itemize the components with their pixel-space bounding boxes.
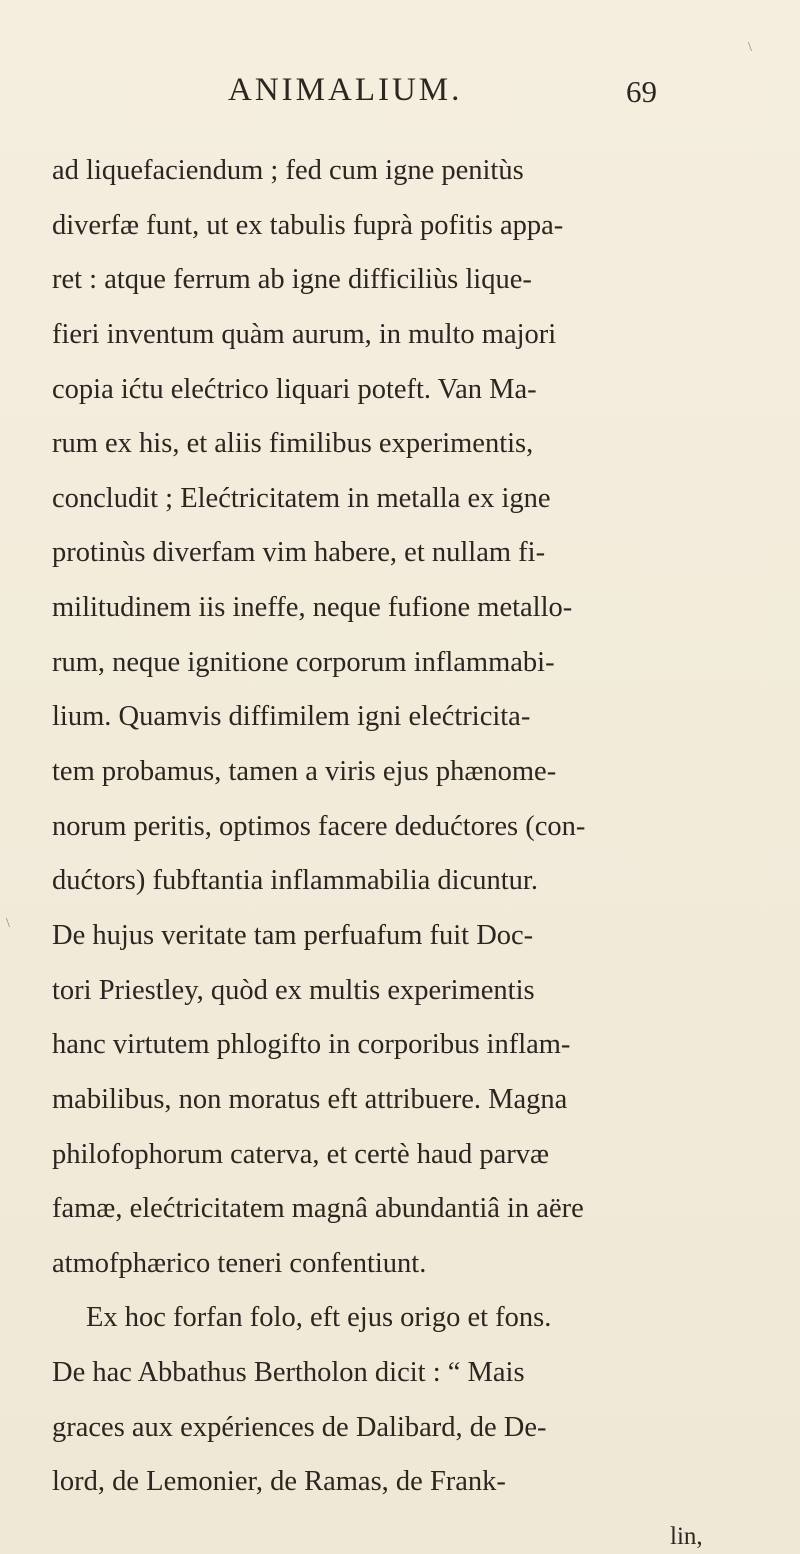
text-line: copia ićtu elećtrico liquari poteft. Van Ma- [52, 373, 537, 405]
text-line: protinùs diverfam vim habere, et nullam fi- [52, 537, 546, 569]
text-line: philofophorum caterva, et certè haud parvæ [52, 1138, 549, 1170]
text-line: tem probamus, tamen a viris ejus phænome- [52, 756, 557, 788]
page-number: 69 [626, 74, 657, 109]
text-line: rum ex his, et aliis fimilibus experimentis, [52, 428, 534, 460]
catchword: lin, [670, 1523, 703, 1550]
text-line: ret : atque ferrum ab igne difficiliùs lique- [52, 264, 532, 296]
text-line: rum, neque ignitione corporum inflammabi- [52, 646, 555, 678]
text-line: graces aux expériences de Dalibard, de De- [52, 1411, 547, 1443]
text-line: tori Priestley, quòd ex multis experimentis [52, 974, 535, 1006]
running-head: ANIMALIUM. [228, 72, 463, 108]
text-line: atmofphærico teneri confentiunt. [52, 1247, 427, 1279]
text-line: militudinem iis ineffe, neque fufione metallo- [52, 592, 573, 624]
text-line: norum peritis, optimos facere dedućtores (con- [52, 810, 586, 842]
text-line: lord, de Lemonier, de Ramas, de Frank- [52, 1466, 506, 1498]
text-line: dućtors) fubftantia inflammabilia dicuntur. [52, 865, 538, 897]
text-line: concludit ; Elećtricitatem in metalla ex igne [52, 482, 551, 514]
text-line: lium. Quamvis diffimilem igni elećtricita- [52, 701, 531, 733]
margin-mark: \ [6, 916, 10, 931]
text-line: famæ, elećtricitatem magnâ abundantiâ in aëre [52, 1193, 584, 1225]
text-line: Ex hoc forfan folo, eft ejus origo et fons. [86, 1302, 552, 1334]
text-line: diverfæ funt, ut ex tabulis fuprà pofitis appa- [52, 209, 564, 241]
margin-mark: \ [748, 40, 752, 55]
text-line: mabilibus, non moratus eft attribuere. Magna [52, 1083, 568, 1115]
text-line: fieri inventum quàm aurum, in multo majori [52, 318, 557, 350]
text-line: hanc virtutem phlogifto in corporibus inflam- [52, 1029, 571, 1061]
text-line: ad liquefaciendum ; fed cum igne penitùs [52, 155, 524, 186]
text-line: De hac Abbathus Bertholon dicit : “ Mais [52, 1357, 525, 1389]
text-line: De hujus veritate tam perfuafum fuit Doc- [52, 919, 534, 951]
